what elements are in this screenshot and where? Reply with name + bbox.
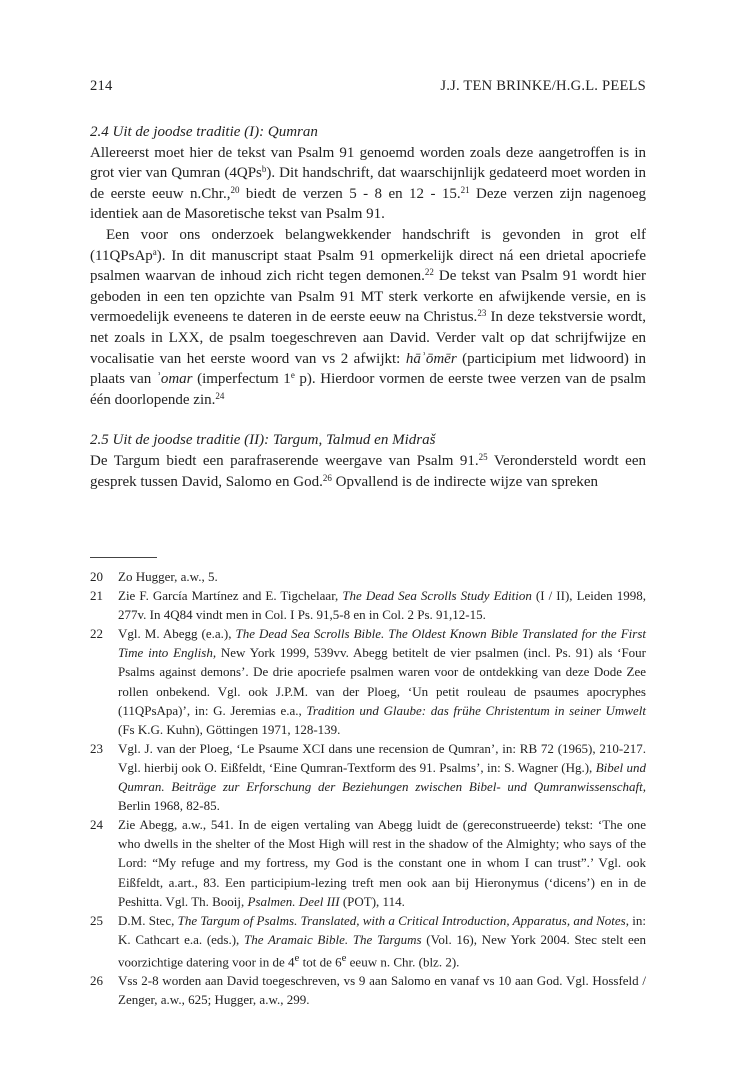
footnote-text: (Vol. 16), New York 2004. Stec stelt een voorzichtige datering voor in de 4 [118, 931, 646, 970]
footnote-text: Zie Abegg, a.w., 541. In de eigen vertaling van Abegg luidt de (gereconstrueerde) tekst: ‘The one who dwells in the shelter of the Most High will rest in the shadow of the Almighty; who says of the Lord: “My refuge and my fortress, my God is the constant one in whom I can trust”.’ Vgl. ook Eißfeldt, a.art., 83. Een participium-lezing treft men ook aan bij Hieronymus (‘dicens’) en in de Peshitta. Vgl. Th. Booij, [118, 817, 646, 909]
text-run: De tekst van Psalm 91 wordt hier geboden in een ten opzichte van Psalm 91 MT sterk verkorte en afwijkende versie, en is vermoedelijk eveneens te dateren in de eerste eeuw na Christus. [90, 268, 646, 326]
text-run: ). In dit manuscript staat Psalm 91 opmerkelijk direct ná een drietal apocriefe psalmen waarvan de inhoud zich richt tegen demonen. [90, 247, 646, 285]
footnote-text: Berlin 1968, 82-85. [118, 798, 220, 814]
text-run: (participium met lidwoord) in plaats van [90, 350, 647, 388]
superscript: b [261, 164, 267, 175]
footnote-text: , in: K. Cathcart e.a. (eds.), [118, 912, 646, 947]
footnote-text: Zie F. García Martínez and E. Tigchelaar, [118, 588, 343, 604]
text-run: biedt de verzen 5 - 8 en 12 - 15. [239, 185, 461, 202]
paragraph-targum-1 [90, 451, 646, 492]
paragraph-qumran-1 [90, 143, 646, 225]
footnote-25 [90, 911, 646, 972]
text-run: De Targum biedt een parafraserende weergave van Psalm 91. [90, 452, 479, 469]
footnote-text: (POT), 114. [339, 893, 405, 909]
footnote-number: 25 [90, 912, 103, 928]
footnote-ref-26[interactable]: 26 [322, 472, 332, 483]
footnote-ref-25[interactable]: 25 [478, 451, 488, 462]
footnote-ref-22[interactable]: 22 [424, 267, 434, 278]
footnote-number: 26 [90, 973, 103, 989]
citation-title: Tradition und Glaube: das frühe Christentum in seiner Umwelt [306, 702, 646, 718]
footnote-text: Zo Hugger, a.w., 5. [118, 569, 218, 584]
footnote-ref-21[interactable]: 21 [460, 184, 470, 195]
citation-title: The Targum of Psalms. Translated, with a Critical Introduction, Apparatus, and Notes [177, 912, 626, 928]
footnote-21 [90, 586, 646, 624]
text-run: Verondersteld wordt een gesprek tussen David, Salomo en God. [90, 452, 646, 490]
footnote-26 [90, 971, 646, 1009]
section-heading-targum: 2.5 Uit de joodse traditie (II): Targum, Talmud en Midraš [90, 432, 436, 449]
citation-title: Bibel und Qumran. Beiträge zur Erforschung der Beziehungen zwischen Bibel- und Qumranwissenschaft, [118, 759, 647, 795]
superscript: e [341, 951, 347, 964]
footnote-text: Vss 2-8 worden aan David toegeschreven, vs 9 aan Salomo en vanaf vs 10 aan God. Vgl. Hossfeld / Zenger, a.w., 625; Hugger, a.w., 299. [118, 973, 646, 1008]
text-run: p). Hierdoor vormen de eerste twee verzen van de psalm één doorlopende zin. [90, 371, 646, 408]
superscript: e [290, 370, 295, 381]
text-run: Opvallend is de indirecte wijze van spreken [331, 473, 599, 490]
citation-title: The Dead Sea Scrolls Bible. The Oldest Known Bible Translated for the First Time into English, [118, 626, 646, 661]
footnote-text: tot de 6 [299, 954, 342, 970]
footnote-number: 24 [90, 817, 103, 833]
footnote-ref-23[interactable]: 23 [477, 308, 487, 319]
footnotes [90, 567, 646, 1009]
running-head: J.J. TEN BRINKE/H.G.L. PEELS [440, 78, 646, 94]
footnote-number: 20 [90, 569, 103, 584]
text-run: In deze tekstversie wordt, net zoals in LXX, de psalm toegeschreven aan David. Verder valt op dat schrijfwijze en vocalisatie van het eerste woord van vs 2 afwijkt: [90, 309, 647, 367]
section-heading-qumran: 2.4 Uit de joodse traditie (I): Qumran [90, 124, 318, 140]
footnote-ref-24[interactable]: 24 [215, 390, 225, 401]
footnote-text: Vgl. M. Abegg (e.a.), [118, 626, 236, 642]
text-run: Allereerst moet hier de tekst van Psalm 91 genoemd worden zoals deze aangetroffen is in grot vier van Qumran (4QPs [90, 144, 646, 182]
footnote-23 [90, 739, 646, 815]
footnote-text: eeuw n. Chr. (blz. 2). [346, 954, 460, 970]
footnote-ref-20[interactable]: 20 [230, 184, 240, 195]
footnote-text: D.M. Stec, [118, 912, 178, 928]
footnote-24 [90, 815, 646, 910]
superscript: a [152, 246, 157, 257]
footnote-text: (Fs K.G. Kuhn), Göttingen 1971, 128-139. [118, 721, 341, 737]
citation-title: Psalmen. Deel III [247, 893, 340, 909]
main-text [90, 122, 646, 492]
section-gap [90, 410, 646, 430]
footnote-text: New York 1999, 539vv. Abegg betitelt de vier psalmen (incl. Ps. 91) als ‘Four Psalms against demons’. De drie apocriefe psalmen waren voor de ontdekking van deze Dode Zee rollen onbekend. Vgl. ook J.P.M. van der Ploeg, ‘Un petit rouleau de psaumes apocryphes (11QPsApa)’, in: G. Jeremias e.a., [118, 645, 646, 718]
transliteration-term: hāʾōmēr [405, 350, 457, 367]
footnote-text: Vgl. J. van der Ploeg, ‘Le Psaume XCI dans une recension de Qumran’, in: RB 72 (1965), 210-217. Vgl. hierbij ook O. Eißfeldt, ‘Eine Qumran-Textform des 91. Psalms’, in: S. Wagner (Hg.), [118, 740, 646, 775]
footnote-number: 22 [90, 626, 103, 642]
text-run: ). Dit handschrift, dat waarschijnlijk gedateerd moet worden in de eerste eeuw n.Chr., [90, 165, 646, 202]
citation-title: The Aramaic Bible. The Targums [244, 931, 422, 947]
page-number: 214 [90, 78, 113, 94]
footnote-text: (I / II), Leiden 1998, 277v. In 4Q84 vindt men in Col. I Ps. 91,5-8 en in Col. 2 Ps. 91,12-15. [118, 588, 646, 623]
superscript: e [294, 951, 300, 964]
text-run: (imperfectum 1 [192, 371, 291, 388]
footnote-divider [90, 557, 157, 558]
text-run: Een voor ons onderzoek belangwekkender handschrift is gevonden in grot elf (11QPsAp [90, 226, 646, 264]
paragraph-qumran-2 [90, 225, 646, 410]
citation-title: The Dead Sea Scrolls Study Edition [342, 588, 532, 604]
footnote-20 [90, 567, 646, 586]
footnote-number: 21 [90, 588, 103, 604]
transliteration-term: ʾomar [155, 371, 193, 388]
footnote-22 [90, 624, 646, 739]
footnote-number: 23 [90, 740, 103, 756]
text-run: Deze verzen zijn nagenoeg identiek aan de Masoretische tekst van Psalm 91. [90, 185, 646, 223]
